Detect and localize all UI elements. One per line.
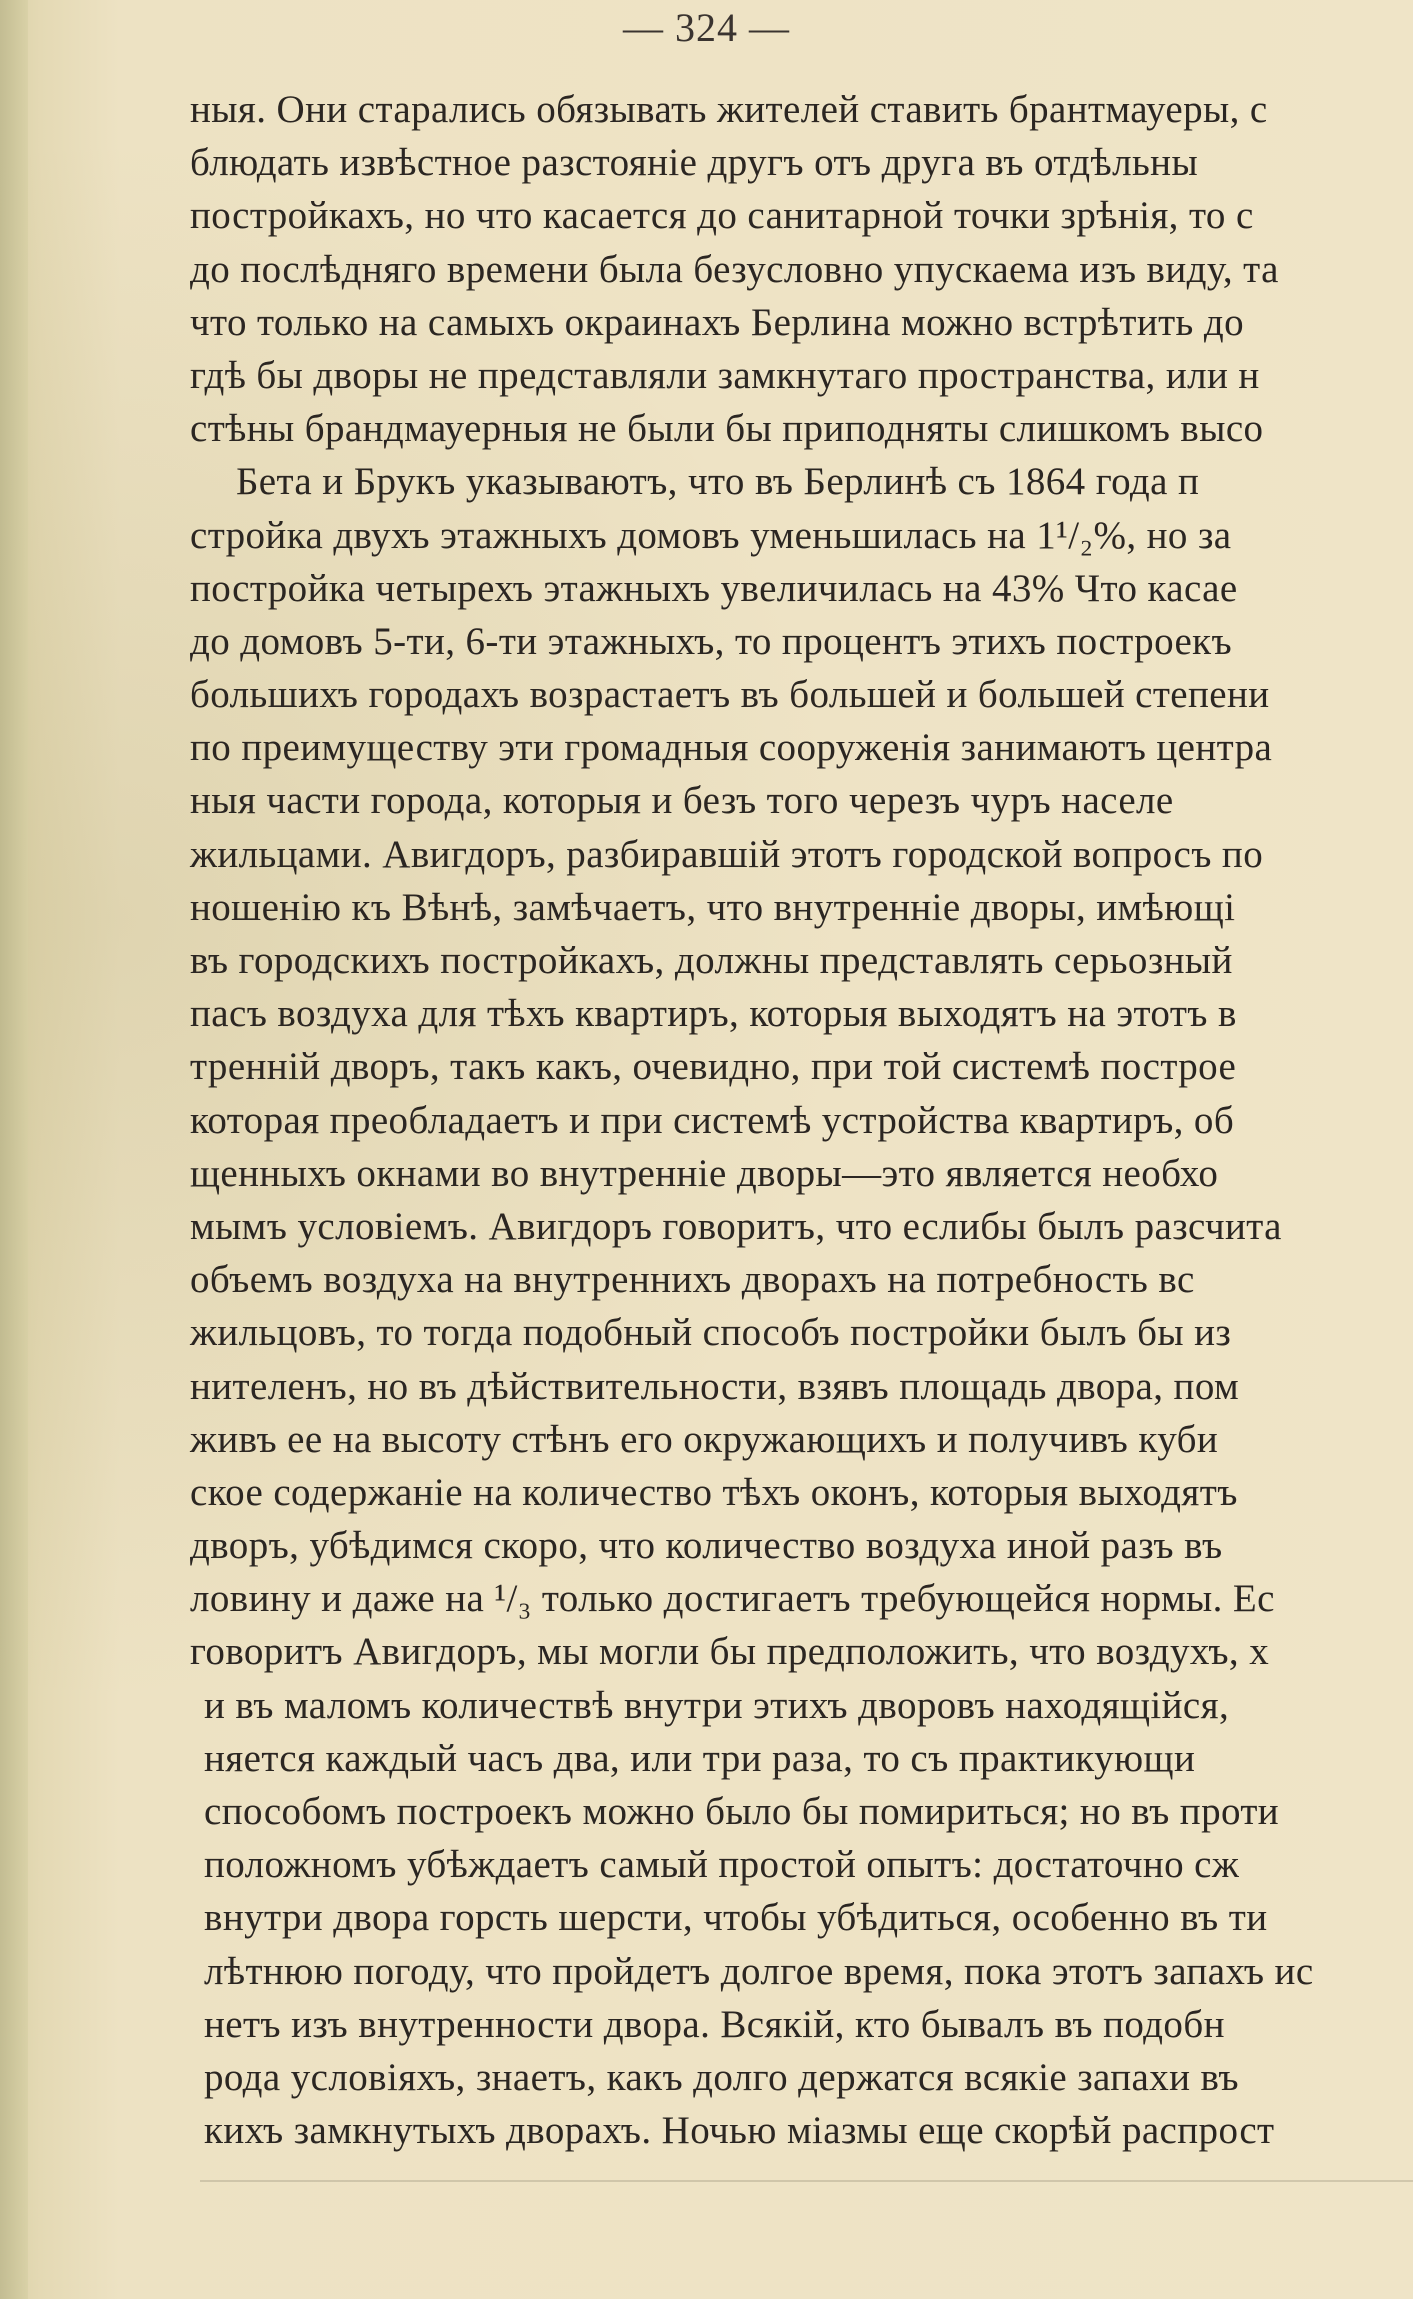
text-line: стѣны брандмауерныя не были бы приподняты слишкомъ высо (190, 407, 1264, 451)
text-line: которая преобладаетъ и при системѣ устройства квартиръ, об (190, 1098, 1235, 1142)
page-spine-shadow (0, 0, 28, 2299)
paragraph-start-line: Бета и Брукъ указываютъ, что въ Берлинѣ съ 1864 года п (236, 460, 1200, 504)
text-line: положномъ убѣждаетъ самый простой опытъ: достаточно сж (204, 1843, 1240, 1887)
text-line: жильцами. Авигдоръ, разбиравшiй этотъ городской вопросъ по (190, 832, 1264, 876)
page-number: — 324 — (623, 5, 790, 50)
text-line: что только на самыхъ окраинахъ Берлина можно встрѣтить до (190, 300, 1245, 344)
text-line: ловину и даже на ¹/₃ только достигаетъ требующейся нормы. Ес (190, 1577, 1275, 1621)
text-line: постройка четырехъ этажныхъ увеличилась на 43% Что касае (190, 566, 1238, 610)
text-line: способомъ построекъ можно было бы помириться; но въ проти (204, 1790, 1280, 1833)
text-line: постройкахъ, но что касается до санитарной точки зрѣнiя, то с (190, 194, 1254, 238)
text-line: гдѣ бы дворы не представляли замкнутаго пространства, или н (190, 353, 1260, 397)
text-line: ношенiю къ Вѣнѣ, замѣчаетъ, что внутреннiе дворы, имѣющi (190, 885, 1236, 929)
text-line: дворъ, убѣдимся скоро, что количество воздуха иной разъ въ (190, 1524, 1223, 1568)
text-line: объемъ воздуха на внутреннихъ дворахъ на потребность вс (190, 1258, 1195, 1302)
text-line: живъ ее на высоту стѣнъ его окружающихъ и получивъ куби (190, 1417, 1219, 1461)
text-line: и въ маломъ количествѣ внутри этихъ дворовъ находящiйся, (204, 1683, 1230, 1727)
body-text (190, 83, 1413, 2157)
text-line: кихъ замкнутыхъ дворахъ. Ночью мiазмы еще скорѣй распрост (204, 2109, 1275, 2153)
text-line: блюдать извѣстное разстоянiе другъ отъ друга въ отдѣльны (190, 141, 1199, 185)
text-line: говоритъ Авигдоръ, мы могли бы предположить, что воздухъ, х (190, 1630, 1270, 1674)
text-line: нетъ изъ внутренности двора. Всякiй, кто бывалъ въ подобн (204, 2002, 1225, 2046)
text-line: стройка двухъ этажныхъ домовъ уменьшилась на 1¹/₂%, но за (190, 513, 1232, 557)
text-line: по преимуществу эти громадныя сооруженiя занимаютъ центра (190, 726, 1273, 770)
text-line: нителенъ, но въ дѣйствительности, взявъ площадь двора, пом (190, 1364, 1240, 1408)
text-line: рода условiяхъ, знаетъ, какъ долго держатся всякiе запахи въ (204, 2055, 1239, 2099)
text-line: ныя части города, которыя и безъ того черезъ чуръ населе (190, 779, 1174, 823)
text-line: пасъ воздуха для тѣхъ квартиръ, которыя выходятъ на этотъ в (190, 992, 1237, 1036)
text-line: внутри двора горсть шерсти, чтобы убѣдиться, особенно въ ти (204, 1896, 1268, 1940)
text-line: мымъ условiемъ. Авигдоръ говоритъ, что еслибы былъ разсчита (190, 1204, 1282, 1248)
text-line: ское содержанiе на количество тѣхъ оконъ, которыя выходятъ (190, 1470, 1238, 1514)
text-line: большихъ городахъ возрастаетъ въ большей и большей степени (190, 673, 1270, 717)
text-line: жильцовъ, то тогда подобный способъ постройки былъ бы из (190, 1311, 1232, 1355)
page-bottom-shadow (200, 2180, 1413, 2182)
text-line: ныя. Они старались обязывать жителей ставить брантмауеры, с (190, 88, 1268, 131)
text-line: до домовъ 5-ти, 6-ти этажныхъ, то процентъ этихъ построекъ (190, 619, 1233, 663)
text-line: лѣтнюю погоду, что пройдетъ долгое время, пока этотъ запахъ ис (204, 1949, 1314, 1993)
text-line: треннiй дворъ, такъ какъ, очевидно, при той системѣ построе (190, 1045, 1237, 1089)
text-line: до послѣдняго времени была безусловно упускаема изъ виду, та (190, 247, 1279, 291)
text-line: щенныхъ окнами во внутреннiе дворы—это является необхо (190, 1151, 1219, 1195)
text-line: няется каждый часъ два, или три раза, то съ практикующи (204, 1736, 1196, 1780)
text-line: въ городскихъ постройкахъ, должны представлять серьозный (190, 939, 1233, 982)
